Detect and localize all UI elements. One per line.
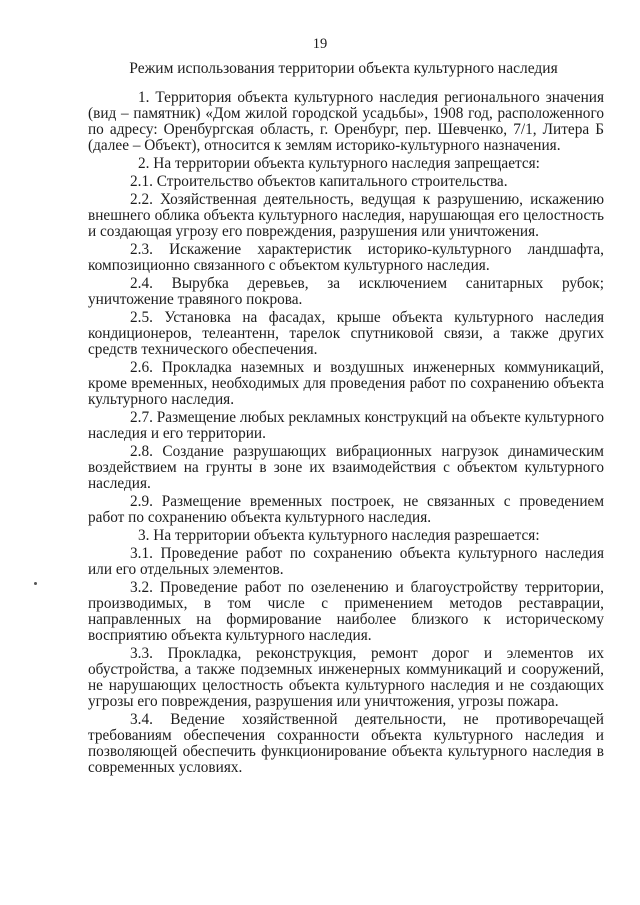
paragraph-3-2: 3.2. Проведение работ по озеленению и благоустройству территории, производимых, в том числе с применением методов реставрации, направленных на формирование наиболее близкого к историческому восприятию объекта культурного наследия. (88, 579, 604, 644)
document-title: Режим использования территории объекта культурного наследия (129, 60, 558, 77)
paragraph-2-2: 2.2. Хозяйственная деятельность, ведущая к разрушению, искажению внешнего облика объекта культурного наследия, нарушающая его целостность и создающая угрозу его повреждения, разрушения или уничтожения. (88, 191, 604, 240)
paragraph-2-9: 2.9. Размещение временных построек, не связанных с проведением работ по сохранению объекта культурного наследия. (88, 493, 604, 526)
paragraph-2-1: 2.1. Строительство объектов капитального строительства. (130, 173, 508, 190)
paragraph-2-5: 2.5. Установка на фасадах, крыше объекта культурного наследия кондиционеров, телеантенн, тарелок спутниковой связи, а также других средств технического обеспечения. (88, 309, 604, 358)
document-body (88, 90, 604, 778)
paragraph-2-4: 2.4. Вырубка деревьев, за исключением санитарных рубок; уничтожение травяного покрова. (88, 275, 604, 308)
paragraph-3-3: 3.3. Прокладка, реконструкция, ремонт дорог и элементов их обустройства, а также подземных инженерных коммуникаций и сооружений, не нарушающих целостность объекта культурного наследия и не создающих угрозы его повреждения, разрушения или уничтожения, угрозы пожара. (88, 645, 604, 710)
paragraph-2-8: 2.8. Создание разрушающих вибрационных нагрузок динамическим воздействием на грунты в зоне их взаимодействия с объектом культурного наследия. (88, 443, 604, 492)
paragraph-3: 3. На территории объекта культурного наследия разрешается: (138, 527, 540, 544)
paragraph-1: 1. Территория объекта культурного наследия регионального значения (вид – памятник) «Дом жилой городской усадьбы», 1908 год, расположенного по адресу: Оренбургская область, г. Оренбург, пер. Шевченко, 7/1, Литера Б (далее – Объект), относится к землям историко-культурного назначения. (88, 89, 604, 154)
page-number: 19 (312, 36, 328, 52)
paragraph-3-4: 3.4. Ведение хозяйственной деятельности, не противоречащей требованиям обеспечения сохранности объекта культурного наследия и позволяющей обеспечить функционирование объекта культурного наследия в современных условиях. (88, 711, 604, 776)
paragraph-2-7: 2.7. Размещение любых рекламных конструкций на объекте культурного наследия и его территории. (88, 409, 604, 442)
paragraph-2: 2. На территории объекта культурного наследия запрещается: (138, 155, 540, 172)
paragraph-2-6: 2.6. Прокладка наземных и воздушных инженерных коммуникаций, кроме временных, необходимых для проведения работ по сохранению объекта культурного наследия. (88, 359, 604, 408)
scan-dot (34, 582, 37, 585)
paragraph-3-1: 3.1. Проведение работ по сохранению объекта культурного наследия или его отдельных элементов. (88, 545, 604, 578)
paragraph-2-3: 2.3. Искажение характеристик историко-культурного ландшафта, композиционно связанного с объектом культурного наследия. (88, 241, 604, 274)
